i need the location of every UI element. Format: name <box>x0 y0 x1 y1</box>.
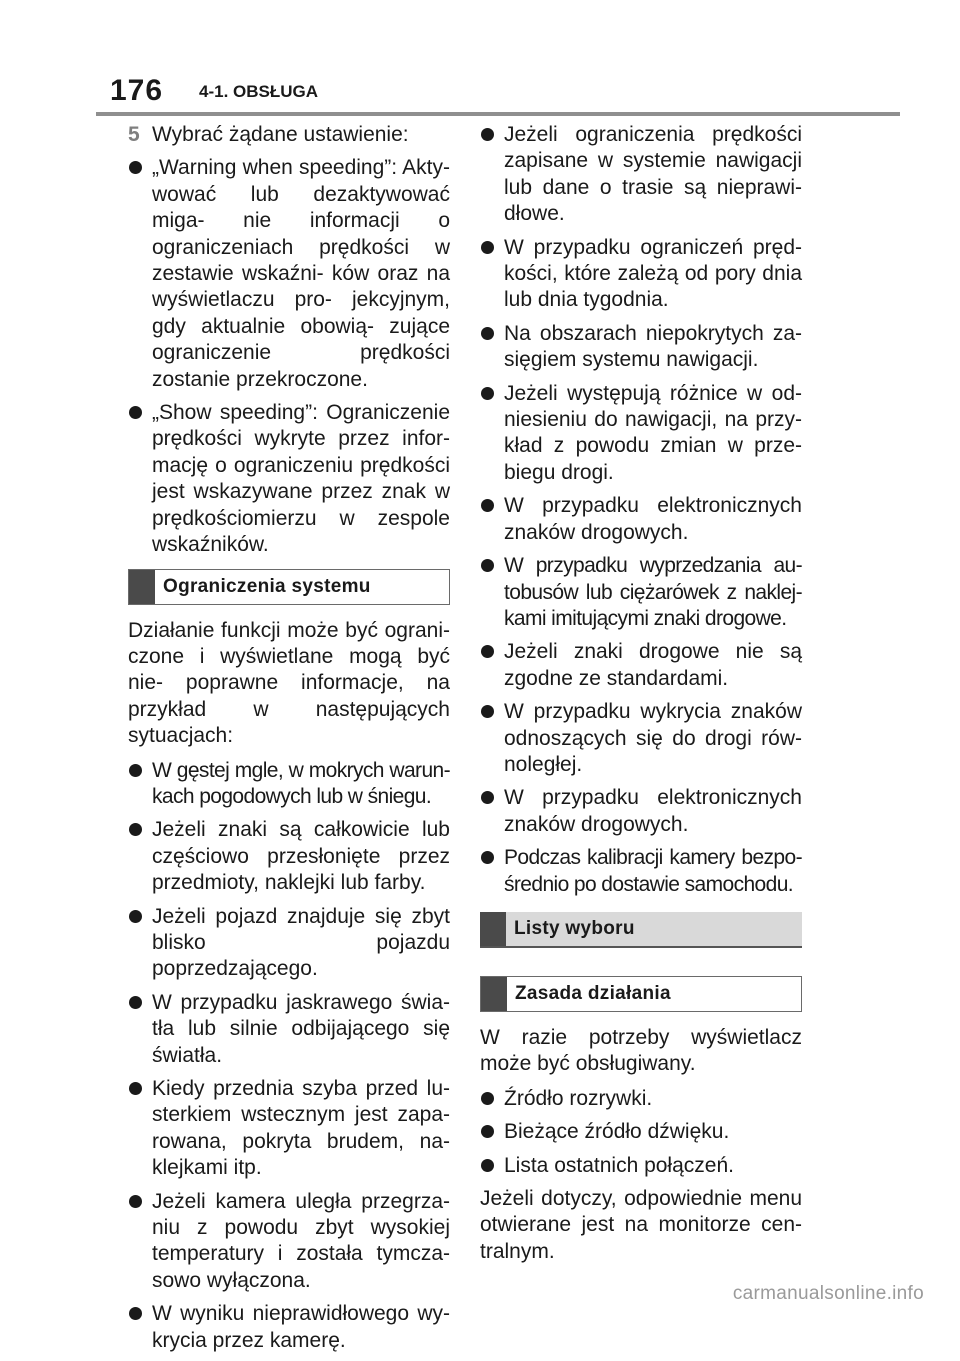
left-column <box>128 122 450 1361</box>
limit-text: Jeżeli kamera uległa przegrza- niu z powodu zbyt wysokiej temperatury i została tymcza- sowo wyłączona. <box>152 1189 450 1292</box>
bullet-icon <box>480 699 504 778</box>
bullet-icon <box>480 381 504 487</box>
bullet-icon <box>128 758 152 811</box>
limit-text: W przypadku jaskrawego świa- tła lub silnie odbijającego się światła. <box>152 990 450 1067</box>
limit-text: W gęstej mgle, w mokrych warun- kach pogodowych lub w śniegu. <box>152 758 450 808</box>
principle-text: Bieżące źródło dźwięku. <box>504 1120 730 1144</box>
section-title: 4-1. OBSŁUGA <box>199 82 319 101</box>
option-text: „Warning when speeding”: Akty- wować lub dezaktywować miga- nie informacji o ograniczeniach prędkości w zestawie wskaźni- ków oraz na wyświetlaczu pro- jekcyjnym, gdy aktualnie obowią- zujące ograniczenie prędkości zostanie przekroczone. <box>152 156 450 391</box>
limit-item <box>480 493 802 546</box>
limit-item <box>128 904 450 983</box>
limits-heading: Ograniczenia systemu <box>163 575 371 597</box>
principle-intro: W razie potrzeby wyświetlacz może być obsługiwany. <box>480 1025 802 1076</box>
limit-text: Jeżeli znaki drogowe nie są zgodne ze standardami. <box>504 640 802 690</box>
bullet-icon <box>128 990 152 1069</box>
limit-text: W przypadku ograniczeń pręd- kości, które zależą od pory dnia lub dnia tygodnia. <box>504 235 802 312</box>
principle-text: Źródło rozrywki. <box>504 1086 653 1110</box>
bullet-icon <box>480 235 504 314</box>
limit-item <box>480 699 802 778</box>
heading-bar <box>129 570 155 604</box>
principle-heading-box <box>480 976 802 1012</box>
principle-text: Lista ostatnich połączeń. <box>504 1153 734 1177</box>
option-text: „Show speeding”: Ograniczenie prędkości wykryte przez infor- mację o ograniczeniu prędkości jest wskazywane przez znak w prędkościomierzu w zespole wskaźników. <box>152 401 450 557</box>
bullet-icon <box>128 1189 152 1295</box>
limit-item <box>480 321 802 374</box>
limit-text: Jeżeli znaki są całkowicie lub częściowo przesłonięte przez przedmioty, naklejki lub farby. <box>152 818 450 895</box>
limit-text: Podczas kalibracji kamery bezpo- średnio po dostawie samochodu. <box>504 846 802 896</box>
principle-note: Jeżeli dotyczy, odpowiednie menu otwierane jest na monitorze cen- tralnym. <box>480 1187 802 1263</box>
limit-text: Jeżeli występują różnice w od- niesieniu do nawigacji, na przy- kład z powodu zmian w prze- biegu drogi. <box>504 381 802 484</box>
limit-item <box>128 990 450 1069</box>
step-number: 5 <box>128 123 140 146</box>
limit-text: Jeżeli pojazd znajduje się zbyt blisko pojazdu poprzedzającego. <box>152 904 450 981</box>
limit-text: Jeżeli ograniczenia prędkości zapisane w systemie nawigacji lub dane o trasie są nieprawi- dłowe. <box>504 123 802 226</box>
limit-text: Na obszarach niepokrytych za- sięgiem systemu nawigacji. <box>504 321 802 372</box>
bullet-icon <box>480 639 504 692</box>
limit-item <box>480 235 802 314</box>
right-column <box>480 122 802 1273</box>
bullet-icon <box>128 155 152 393</box>
principle-item <box>480 1119 802 1145</box>
bullet-icon <box>480 1153 504 1179</box>
option-item <box>128 400 450 558</box>
bullet-icon <box>480 1119 504 1145</box>
principle-item <box>480 1153 802 1179</box>
principle-heading: Zasada działania <box>515 982 671 1004</box>
bullet-icon <box>128 400 152 558</box>
step-item <box>128 122 450 148</box>
limits-heading-box <box>128 569 450 605</box>
limit-text: Kiedy przednia szyba przed lu- sterkiem wstecznym jest zapa- rowana, pokryta brudem, na- klejkami itp. <box>152 1077 450 1180</box>
bullet-icon <box>480 493 504 546</box>
limit-text: W przypadku elektronicznych znaków drogowych. <box>504 494 802 544</box>
bullet-icon <box>480 785 504 838</box>
heading-bar <box>480 912 506 946</box>
limit-text: W przypadku elektronicznych znaków drogowych. <box>504 786 802 836</box>
limit-item <box>128 817 450 896</box>
limit-item <box>480 785 802 838</box>
bullet-icon <box>480 1086 504 1112</box>
limit-item <box>480 639 802 692</box>
limit-item <box>480 122 802 228</box>
page-number: 176 <box>110 74 164 107</box>
limits-intro: Działanie funkcji może być ograni- czone i wyświetlane mogą być nie- poprawne informacje, na przykład w następujących sytuacjach: <box>128 618 450 748</box>
limit-item <box>128 1076 450 1182</box>
limit-item <box>128 758 450 811</box>
limit-item <box>128 1189 450 1295</box>
header-rule <box>96 112 900 116</box>
step-text: Wybrać żądane ustawienie: <box>152 123 409 146</box>
bullet-icon <box>128 904 152 983</box>
option-item <box>128 155 450 393</box>
bullet-icon <box>480 122 504 228</box>
limit-text: W przypadku wyprzedzania au- tobusów lub ciężarówek z naklej- kami imitującymi znaki drogowe. <box>504 554 802 630</box>
bullet-icon <box>128 817 152 896</box>
limit-text: W wyniku nieprawidłowego wy- krycia przez kamerę. <box>152 1302 450 1352</box>
selection-heading-box <box>480 912 802 948</box>
limit-item <box>480 845 802 898</box>
bullet-icon <box>128 1076 152 1182</box>
bullet-icon <box>128 1301 152 1354</box>
bullet-icon <box>480 845 504 898</box>
limit-item <box>480 381 802 487</box>
bullet-icon <box>480 553 504 632</box>
limit-item <box>128 1301 450 1354</box>
heading-bar <box>481 977 507 1011</box>
selection-heading: Listy wyboru <box>514 917 635 939</box>
limit-text: W przypadku wykrycia znaków odnoszących się do drogi rów- noległej. <box>504 700 802 776</box>
principle-item <box>480 1086 802 1112</box>
watermark: carmanualsonline.info <box>732 1283 924 1304</box>
limit-item <box>480 553 802 632</box>
bullet-icon <box>480 321 504 374</box>
